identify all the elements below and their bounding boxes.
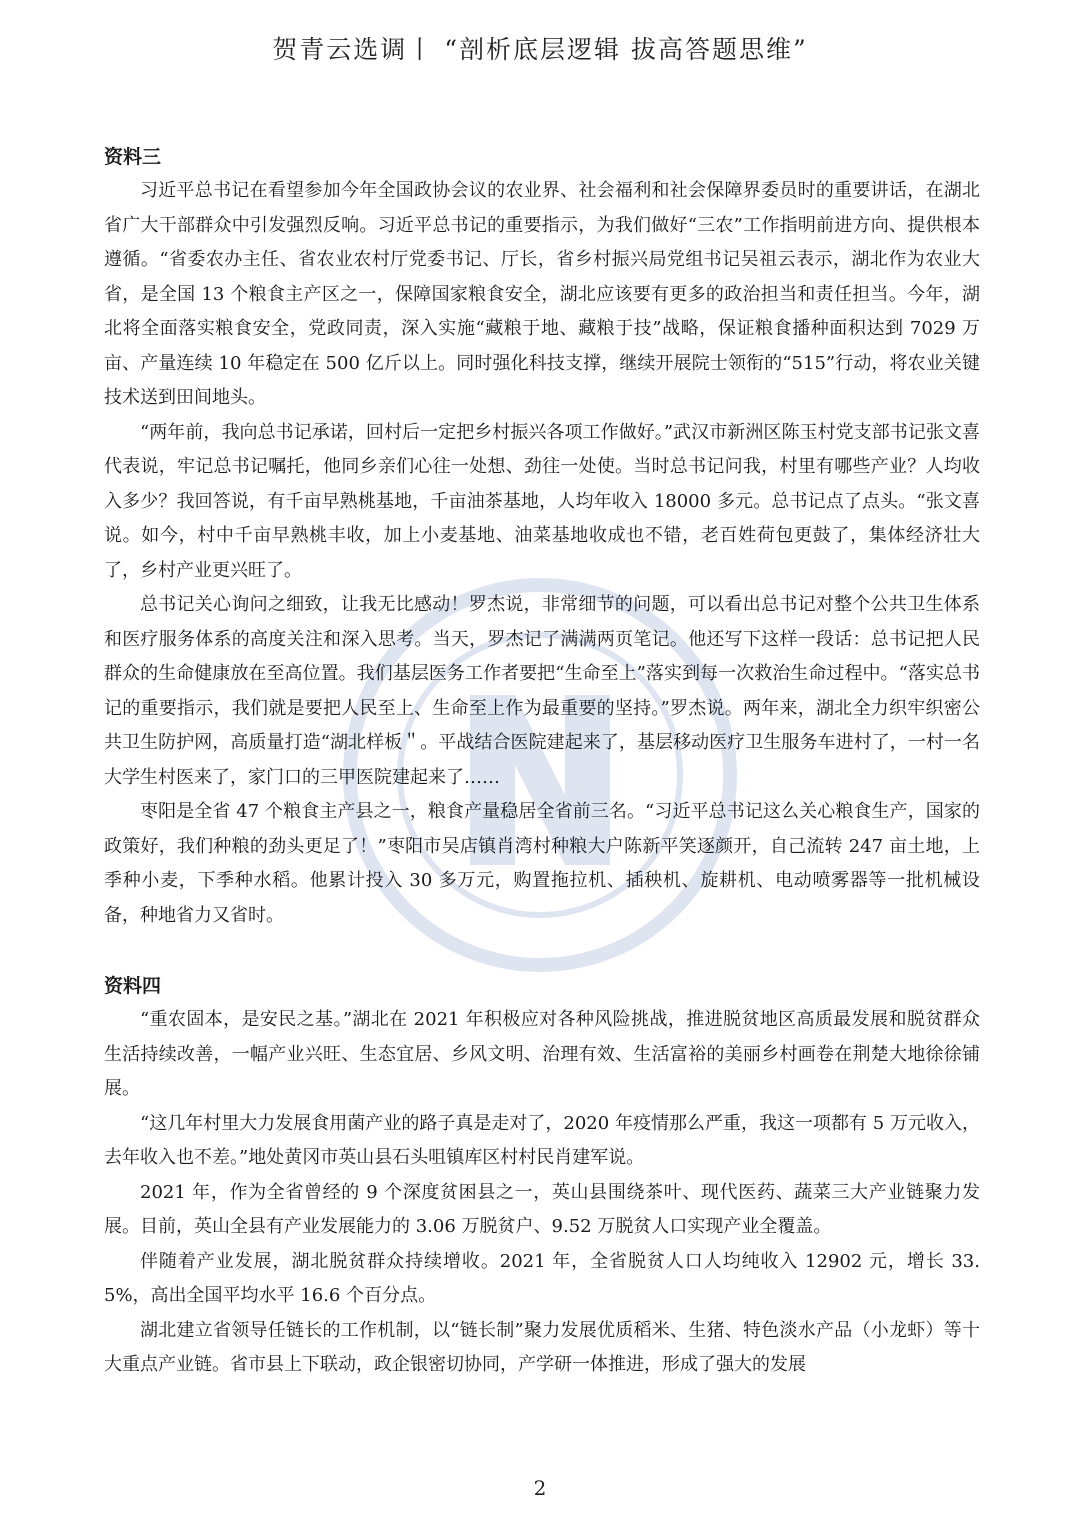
paragraph: 2021 年，作为全省曾经的 9 个深度贫困县之一，英山县围绕茶叶、现代医药、蔬菜三大产业链聚力发展。目前，英山全县有产业发展能力的 3.06 万脱贫户、9.52 万脱贫人口实现产业全覆盖。 — [104, 1181, 980, 1237]
section-material-four — [104, 969, 980, 1383]
page-header: 贺青云选调丨 “剖析底层逻辑 拔高答题思维” — [272, 35, 808, 64]
section-material-three — [104, 140, 980, 933]
paragraph: “这几年村里大力发展食用菌产业的路子真是走对了，2020 年疫情那么严重，我这一项都有 5 万元收入，去年收入也不差。”地处黄冈市英山县石头咀镇库区村村民肖建军说。 — [104, 1112, 980, 1168]
paragraph: 习近平总书记在看望参加今年全国政协会议的农业界、社会福利和社会保障界委员时的重要讲话，在湖北省广大干部群众中引发强烈反响。习近平总书记的重要指示，为我们做好“三农”工作指明前进方向、提供根本遵循。“省委农办主任、省农业农村厅党委书记、厅长，省乡村振兴局党组书记吴祖云表示，湖北作为农业大省，是全国 13 个粮食主产区之一，保障国家粮食安全，湖北应该要有更多的政治担当和责任担当。今年，湖北将全面落实粮食安全，党政同责，深入实施“藏粮于地、藏粮于技”战略，保证粮食播种面积达到 7029 万亩、产量连续 10 年稳定在 500 亿斤以上。同时强化科技支撑，继续开展院士领衔的“515”行动，将农业关键技术送到田间地头。 — [104, 180, 980, 408]
section-title: 资料三 — [104, 146, 162, 168]
paragraph: 湖北建立省领导任链长的工作机制，以“链长制”聚力发展优质稻米、生猪、特色淡水产品（小龙虾）等十大重点产业链。省市县上下联动，政企银密切协同，产学研一体推进，形成了强大的发展 — [104, 1319, 980, 1375]
paragraph: 伴随着产业发展，湖北脱贫群众持续增收。2021 年，全省脱贫人口人均纯收入 12902 元，增长 33.5%，高出全国平均水平 16.6 个百分点。 — [104, 1250, 980, 1306]
paragraph: 总书记关心询问之细致，让我无比感动！罗杰说，非常细节的问题，可以看出总书记对整个公共卫生体系和医疗服务体系的高度关注和深入思考。当天，罗杰记了满满两页笔记。他还写下这样一段话：总书记把人民群众的生命健康放在至高位置。我们基层医务工作者要把“生命至上”落实到每一次救治生命过程中。“落实总书记的重要指示，我们就是要把人民至上、生命至上作为最重要的坚持。”罗杰说。两年来，湖北全力织牢织密公共卫生防护网，高质量打造“湖北样板＂。平战结合医院建起来了，基层移动医疗卫生服务车进村了，一村一名大学生村医来了，家门口的三甲医院建起来了…… — [104, 594, 980, 788]
section-gap — [104, 933, 980, 969]
paragraph: “两年前，我向总书记承诺，回村后一定把乡村振兴各项工作做好。”武汉市新洲区陈玉村党支部书记张文喜代表说，牢记总书记嘱托，他同乡亲们心往一处想、劲往一处使。当时总书记问我，村里有哪些产业？人均收入多少？我回答说，有千亩早熟桃基地，千亩油茶基地，人均年收入 18000 多元。总书记点了点头。“张文喜说。如今，村中千亩早熟桃丰收，加上小麦基地、油菜基地收成也不错，老百姓荷包更鼓了，集体经济壮大了，乡村产业更兴旺了。 — [104, 421, 980, 581]
paragraph: 枣阳是全省 47 个粮食主产县之一，粮食产量稳居全省前三名。“习近平总书记这么关心粮食生产，国家的政策好，我们种粮的劲头更足了！”枣阳市吴店镇肖湾村种粮大户陈新平笑逐颜开，自己流转 247 亩土地，上季种小麦，下季种水稻。他累计投入 30 多万元，购置拖拉机、插秧机、旋耕机、电动喷雾器等一批机械设备，种地省力又省时。 — [104, 801, 980, 926]
paragraph: “重农固本，是安民之基。”湖北在 2021 年积极应对各种风险挑战，推进脱贫地区高质最发展和脱贫群众生活持续改善，一幅产业兴旺、生态宜居、乡风文明、治理有效、生活富裕的美丽乡村画卷在荆楚大地徐徐铺展。 — [104, 1009, 980, 1099]
document-body — [104, 140, 980, 1383]
page-number: 2 — [533, 1476, 547, 1500]
section-title: 资料四 — [104, 975, 162, 997]
